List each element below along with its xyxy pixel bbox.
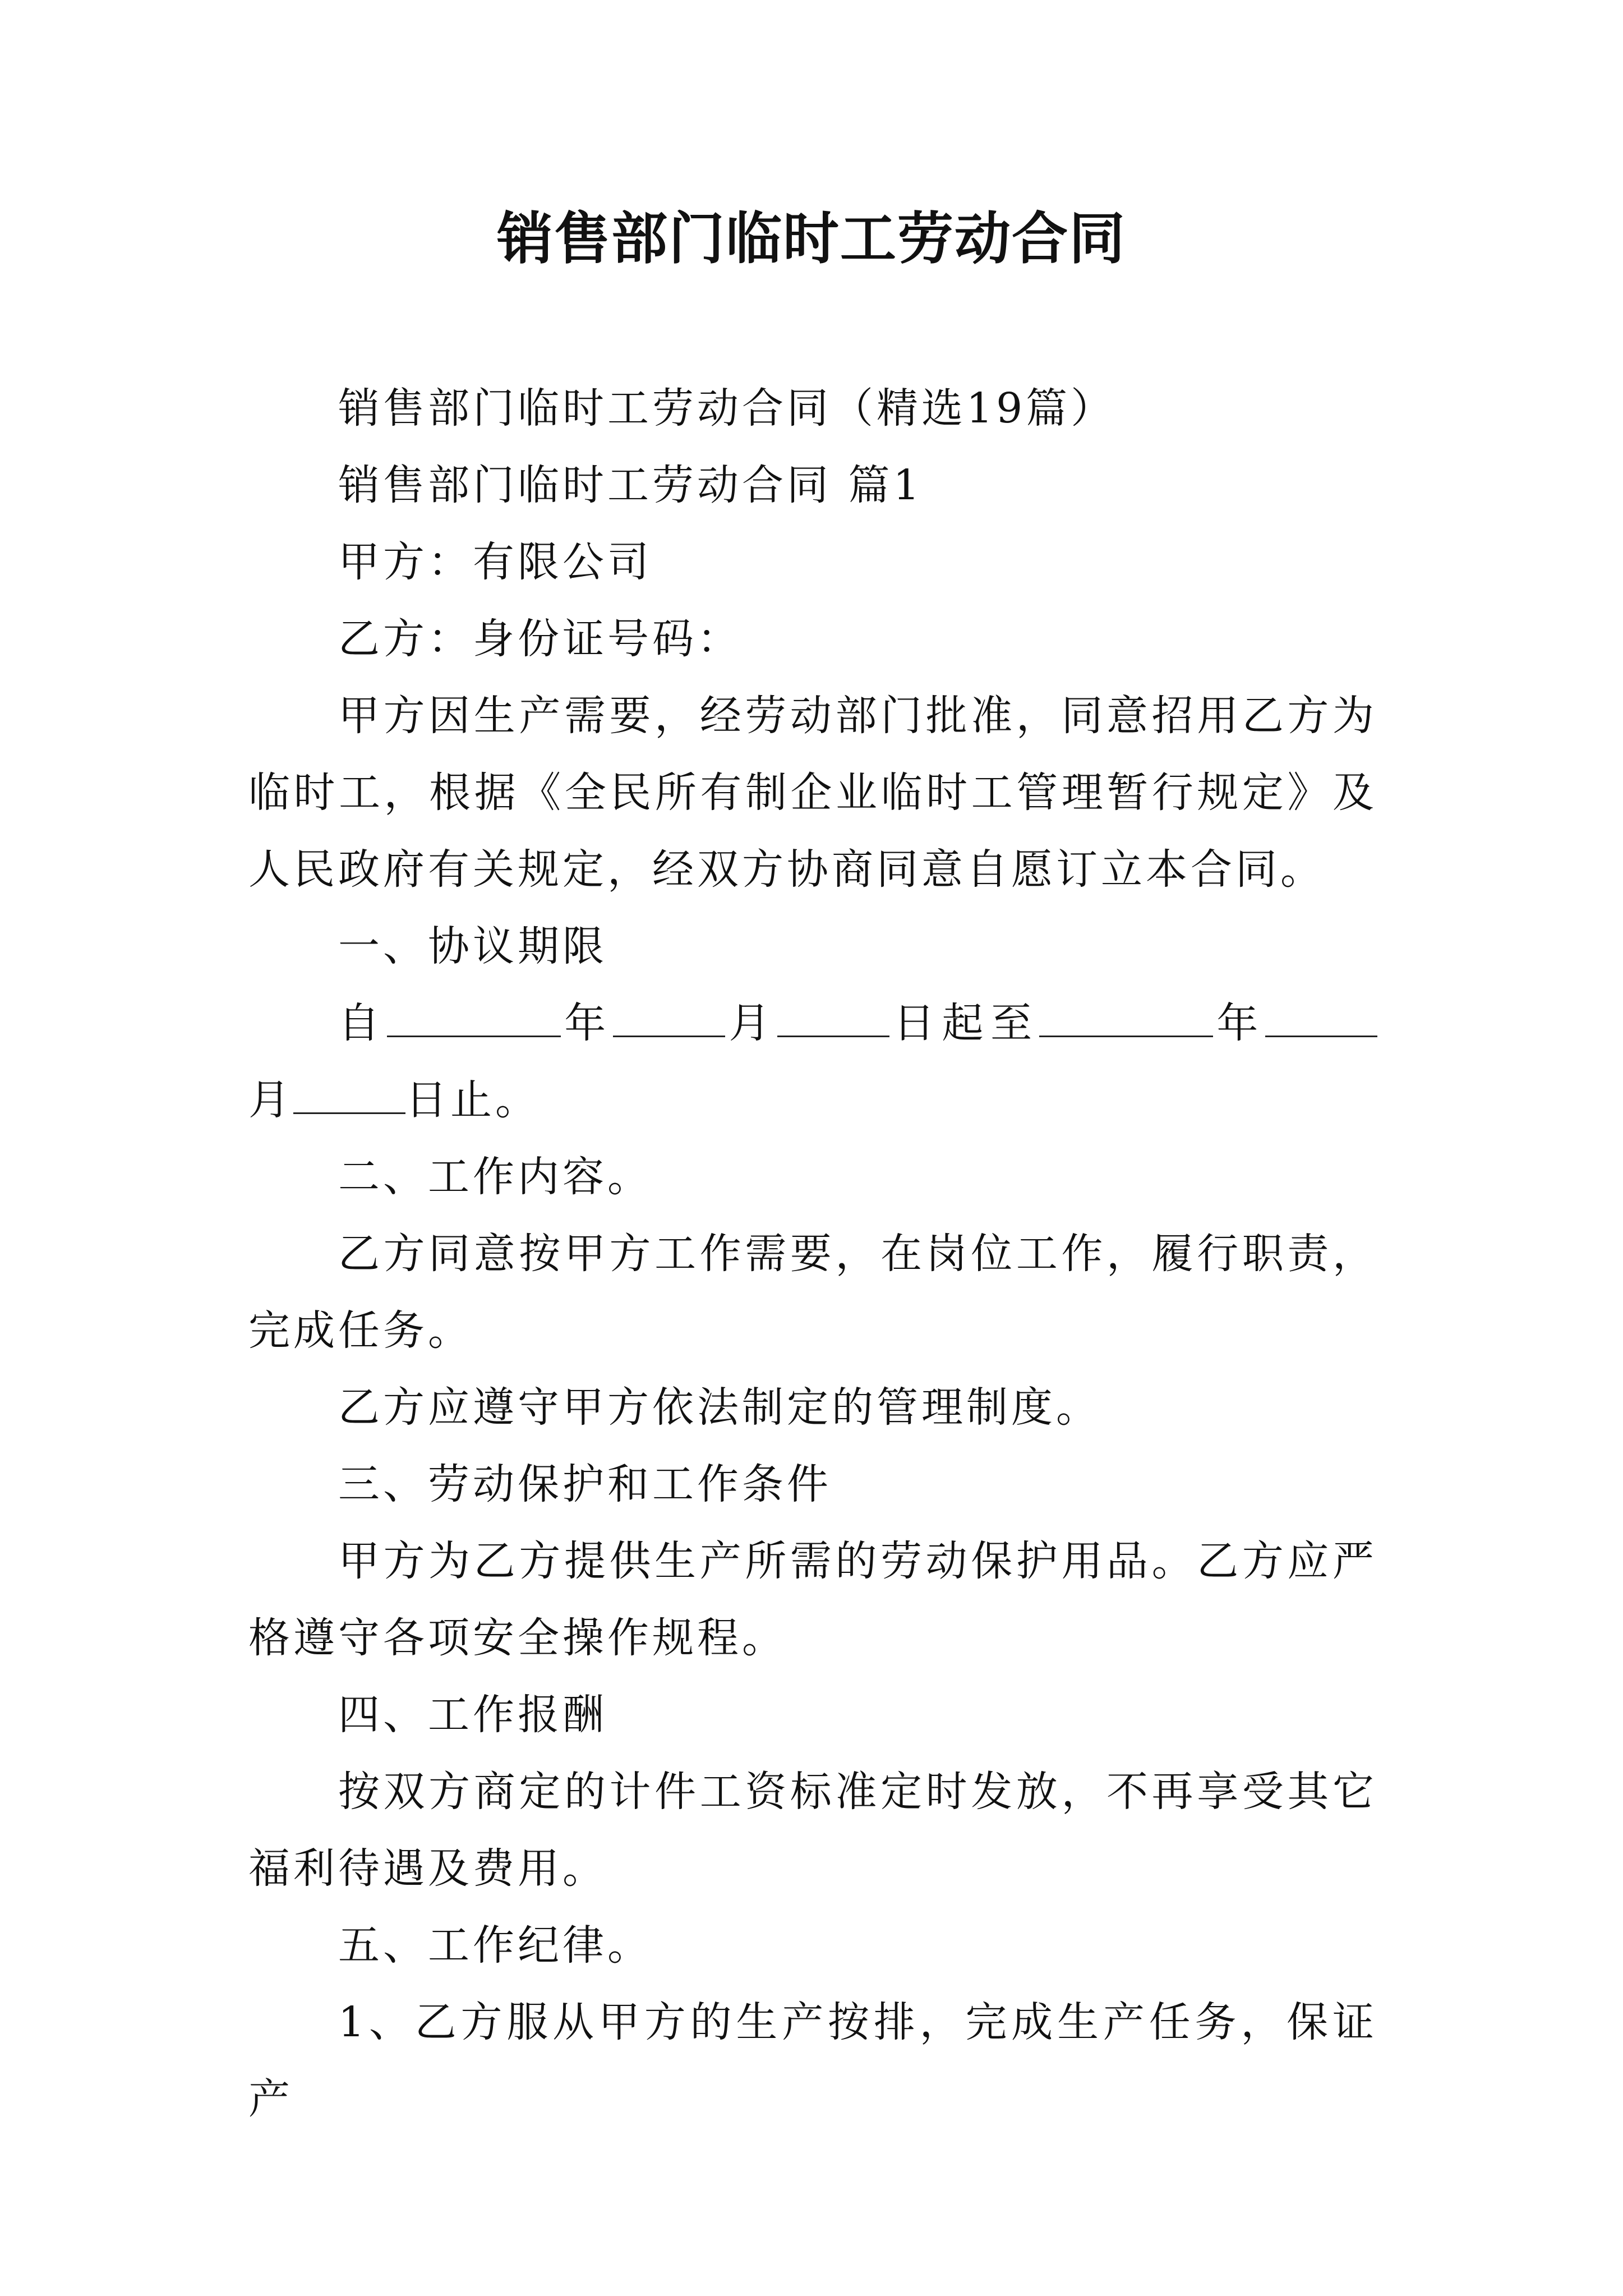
paragraph-party-b: 乙方：身份证号码：	[338, 615, 742, 663]
paragraph-subtitle: 销售部门临时工劳动合同（精选19篇）	[338, 384, 1116, 432]
term-year-1: 年	[560, 999, 613, 1047]
paragraph-party-a: 甲方：有限公司	[338, 538, 652, 586]
paragraph-rules: 乙方应遵守甲方依法制定的管理制度。	[338, 1383, 1101, 1432]
document-title: 销售部门临时工劳动合同	[497, 205, 1126, 272]
paragraph-heading-protection: 三、劳动保护和工作条件	[338, 1460, 832, 1508]
blank-day-end	[293, 1073, 405, 1114]
term-end: 日止。	[405, 1076, 540, 1124]
paragraph-term-line	[248, 985, 1377, 1139]
paragraph-preamble: 甲方因生产需要，经劳动部门批准，同意招用乙方为临时工，根据《全民所有制企业临时工管理暂行规定》及人民政府有关规定，经双方协商同意自愿订立本合同。	[248, 692, 1377, 894]
paragraph-pay: 按双方商定的计件工资标准定时发放，不再享受其它福利待遇及费用。	[248, 1768, 1377, 1893]
term-year-2: 年	[1212, 999, 1266, 1047]
term-day-to: 日起至	[889, 999, 1039, 1047]
blank-day-start	[777, 996, 889, 1037]
term-month-2: 月	[248, 1076, 293, 1124]
term-start-prefix: 自	[338, 999, 387, 1047]
paragraph-heading-pay: 四、工作报酬	[338, 1691, 607, 1739]
blank-month-start	[613, 996, 725, 1037]
document-body	[248, 370, 1377, 2138]
paragraph-section-heading: 销售部门临时工劳动合同 篇1	[338, 461, 923, 509]
blank-year-end	[1039, 996, 1213, 1037]
paragraph-protection: 甲方为乙方提供生产所需的劳动保护用品。乙方应严格遵守各项安全操作规程。	[248, 1537, 1377, 1662]
blank-month-end	[1265, 996, 1377, 1037]
paragraph-heading-discipline: 五、工作纪律。	[338, 1921, 652, 1970]
term-month-1: 月	[725, 999, 778, 1047]
paragraph-heading-term: 一、协议期限	[338, 922, 607, 970]
paragraph-discipline-1: 1、乙方服从甲方的生产按排，完成生产任务，保证产	[248, 1998, 1377, 2123]
paragraph-heading-work-content: 二、工作内容。	[338, 1153, 652, 1201]
paragraph-work-duties: 乙方同意按甲方工作需要，在岗位工作，履行职责，完成任务。	[248, 1230, 1377, 1355]
blank-year-start	[387, 996, 561, 1037]
